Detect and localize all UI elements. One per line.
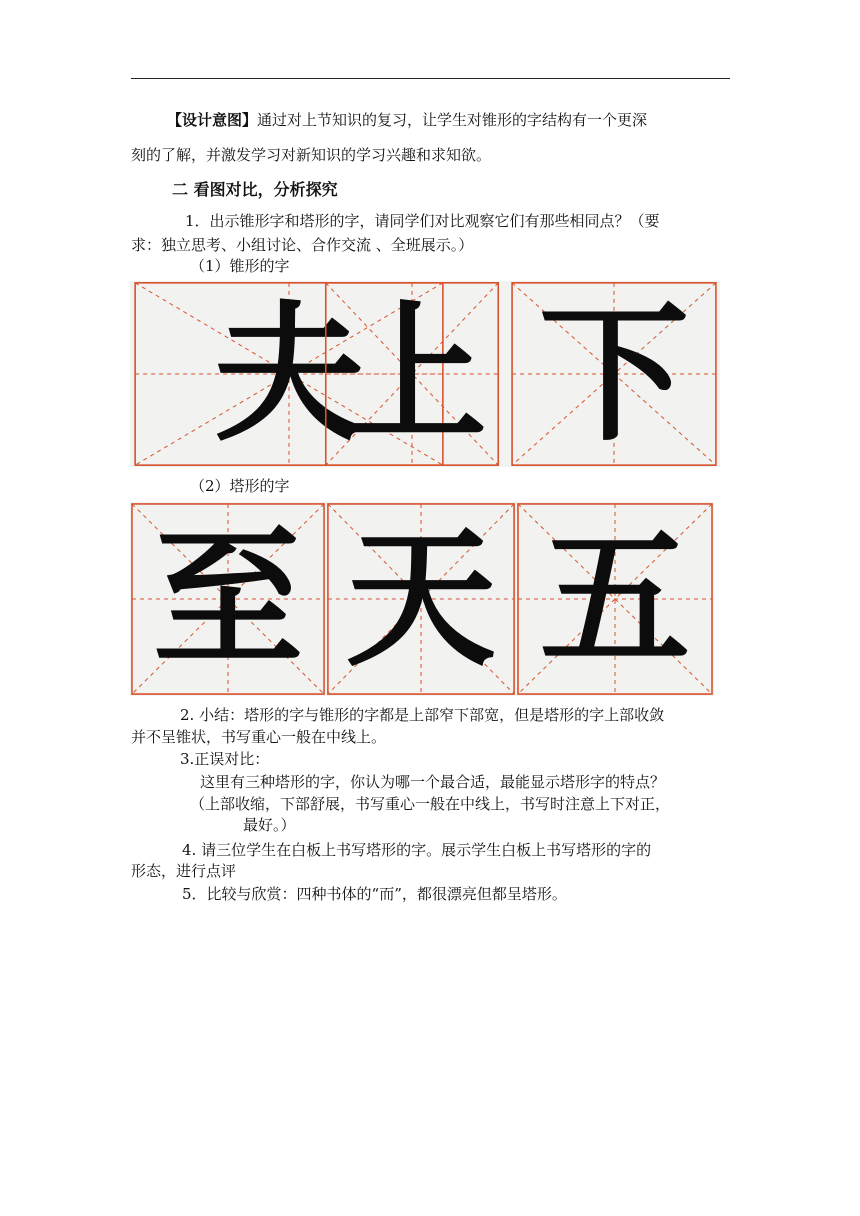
calligraphy-char: 夫 xyxy=(213,286,364,462)
design-intent-label: 【设计意图】 xyxy=(167,111,258,129)
calligraphy-char: 至 xyxy=(152,511,303,687)
calligraphy-char: 下 xyxy=(538,286,689,462)
calligraphy-cell xyxy=(516,502,714,696)
item3-line-1: 这里有三种塔形的字，你认为哪一个最合适，最能显示塔形字的特点？ xyxy=(200,773,666,791)
item3-line-2: （上部收缩，下部舒展，书写重心一般在中线上，书写时注意上下对正， xyxy=(190,795,671,813)
calligraphy-char: 天 xyxy=(345,511,496,687)
item4-line-2: 形态，进行点评 xyxy=(131,862,237,880)
calligraphy-cell xyxy=(326,502,516,696)
calligraphy-char: 上 xyxy=(336,286,487,462)
sub2-label: （2）塔形的字 xyxy=(190,477,290,495)
item1-line-1: 1．出示锥形字和塔形的字，请同学们对比观察它们有那些相同点？（要 xyxy=(185,212,660,230)
header-rule xyxy=(131,78,730,79)
design-intent-line-1 xyxy=(167,110,647,130)
item1-line-2: 求：独立思考、小组讨论、合作交流 、全班展示。） xyxy=(131,236,474,254)
section-heading: 二 看图对比，分析探究 xyxy=(172,180,338,199)
calligraphy-cell xyxy=(130,502,326,696)
design-intent-text: 通过对上节知识的复习，让学生对锥形的字结构有一个更深 xyxy=(257,111,648,129)
item3-title: 3.正误对比： xyxy=(180,750,270,768)
calligraphy-cell xyxy=(510,281,718,467)
calligraphy-char: 五 xyxy=(539,511,690,687)
item2-line-2: 并不呈锥状，书写重心一般在中线上。 xyxy=(131,728,387,746)
item2-line-1: 2. 小结：塔形的字与锥形的字都是上部窄下部宽，但是塔形的字上部收敛 xyxy=(180,706,665,724)
design-intent-line-2: 刻的了解，并激发学习对新知识的学习兴趣和求知欲。 xyxy=(131,146,492,164)
item4-line-1: 4. 请三位学生在白板上书写塔形的字。展示学生白板上书写塔形的字的 xyxy=(182,841,652,859)
item3-line-3: 最好。） xyxy=(243,816,296,834)
tower-characters-image xyxy=(130,502,714,696)
item5-line-1: 5．比较与欣赏：四种书体的“而”，都很漂亮但都呈塔形。 xyxy=(182,885,567,903)
cone-characters-image xyxy=(130,281,720,467)
sub1-label: （1）锥形的字 xyxy=(190,257,290,275)
calligraphy-cell xyxy=(324,281,500,467)
